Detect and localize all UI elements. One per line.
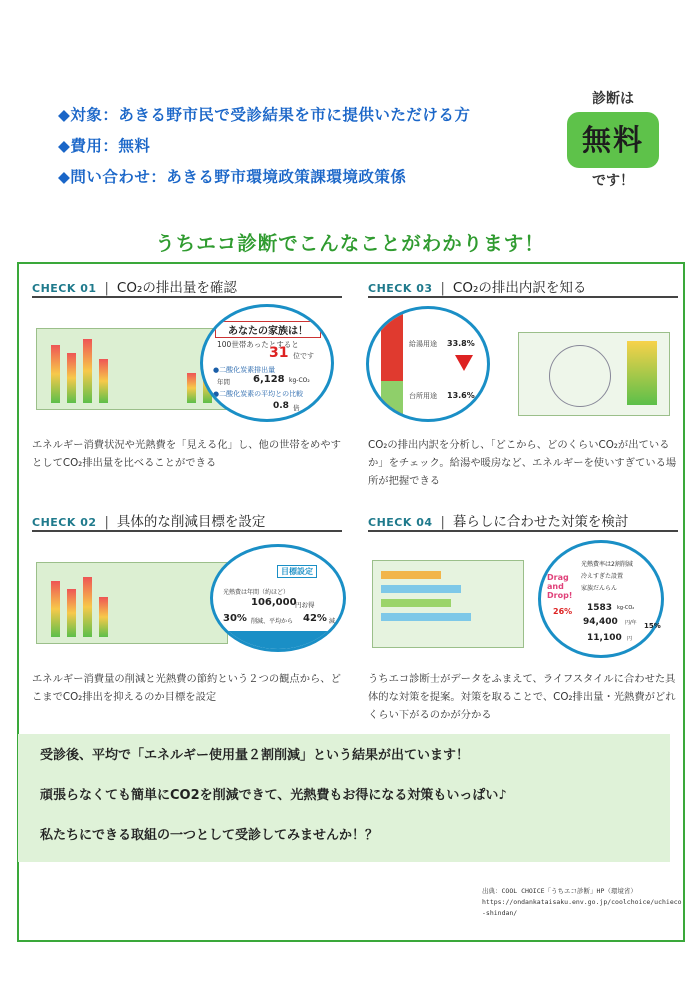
check-01-screenshot — [32, 306, 342, 416]
lens-value1-4: 26% — [553, 607, 573, 616]
lens-drag-drop-text: Drag and Drop! — [547, 573, 573, 600]
check-01 — [32, 276, 342, 472]
lens-unit3-4: 円/年 — [625, 620, 637, 626]
check-02 — [32, 510, 342, 706]
check-04-title: 暮らしに合わせた対策を検討 — [452, 514, 629, 530]
check-03-description: CO₂の排出内訳を分析し、「どこから、どのくらいCO₂が出ているか」をチェック。給湯や暖房など、エネルギーを使いすぎている場所が把握できる — [368, 439, 677, 487]
check-04 — [368, 510, 678, 724]
free-badge-bottom: です！ — [592, 173, 634, 189]
lens-sub: 100世帯あったとすると — [217, 340, 299, 349]
lens-value1: 6,128 — [253, 374, 285, 385]
lens-value1-2: 106,000 — [251, 597, 297, 608]
check-03 — [368, 276, 678, 490]
free-badge — [558, 88, 668, 190]
lens-row2: 冷えすぎた設置 — [581, 573, 624, 580]
check-03-header: CHECK 03 | CO₂の排出内訳を知る — [368, 276, 678, 298]
lens-rank: 31 — [269, 345, 289, 361]
info-cost: ◆費用：無料 — [58, 137, 151, 155]
lens-pct2: 13.6% — [447, 391, 475, 400]
screen-bars-2 — [36, 562, 228, 644]
source-url[interactable]: https://ondankataisaku.env.go.jp/coolchoice/uchieco-shindan/ — [482, 898, 682, 917]
check-01-zoom-lens — [200, 304, 334, 422]
lens-row3: 家族だんらん — [581, 585, 618, 592]
info-contact: ◆問い合わせ：あきる野市環境政策課環境政策係 — [58, 168, 407, 186]
check-03-number: CHECK 03 — [368, 282, 433, 295]
lens-unit4-4: 円 — [627, 636, 633, 642]
lens-item1-sub: 年間 — [217, 378, 230, 386]
source-credit — [482, 886, 682, 919]
check-03-screenshot — [368, 306, 678, 416]
lens-heading-2: 目標設定 — [277, 565, 317, 578]
result-line-1: 受診後、平均で「エネルギー使用量２割削減」という結果が出ています！ — [40, 748, 470, 763]
check-02-header: CHECK 02 | 具体的な削減目標を設定 — [32, 510, 342, 532]
lens-rank-unit: 位です — [293, 352, 314, 360]
lens-pct2-2: 42% — [303, 613, 327, 624]
check-04-screenshot — [368, 540, 678, 650]
result-line-3: 私たちにできる取組の一つとして受診してみませんか！？ — [40, 828, 379, 843]
lens-pct1-label: 削減、平均から — [251, 618, 294, 625]
lens-row1: 光熱費率は2割削減 — [581, 561, 633, 568]
lens-value3-4: 94,400 — [583, 617, 618, 627]
result-box — [18, 734, 670, 862]
check-02-title: 具体的な削減目標を設定 — [116, 514, 266, 530]
check-04-zoom-lens — [538, 540, 664, 658]
down-arrow-icon — [455, 355, 473, 371]
info-target: ◆対象：あきる野市民で受診結果を市に提供いただける方 — [58, 106, 471, 124]
check-02-description: エネルギー消費量の削減と光熱費の節約という２つの観点から、どこまでCO₂排出を抑えるのか目標を設定 — [32, 673, 341, 703]
info-block — [58, 100, 470, 193]
check-04-header: CHECK 04 | 暮らしに合わせた対策を検討 — [368, 510, 678, 532]
check-01-header: CHECK 01 | CO₂の排出量を確認 — [32, 276, 342, 298]
check-04-description: うちエコ診断士がデータをふまえて、ライフスタイルに合わせた具体的な対策を提案。対策を取ることで、CO₂排出量・光熱費がどれくらい下がるのかが分かる — [368, 673, 676, 721]
check-04-pct: 15% — [644, 622, 661, 630]
lens-pct1: 33.8% — [447, 339, 475, 348]
lens-value4-4: 11,100 — [587, 633, 622, 643]
check-02-number: CHECK 02 — [32, 516, 97, 529]
free-badge-top: 診断は — [592, 91, 634, 107]
screen-bars — [36, 328, 228, 410]
lens-unit1: kg-CO₂ — [289, 377, 310, 384]
lens-heading: あなたの家族は！ — [215, 321, 321, 338]
free-badge-main: 無料 — [567, 112, 659, 168]
check-02-zoom-lens — [210, 544, 346, 652]
lens-item2: ●二酸化炭素の平均との比較 — [213, 390, 304, 398]
check-01-title: CO₂の排出量を確認 — [116, 280, 237, 296]
result-line-2: 頑張らなくても簡単にCO2を削減できて、光熱費もお得になる対策もいっぱい♪ — [40, 788, 507, 803]
screen-options — [372, 560, 524, 648]
check-03-zoom-lens — [366, 306, 490, 422]
lens-pct2-label: 減 — [329, 618, 336, 625]
lens-item1: ●二酸化炭素排出量 — [213, 366, 276, 374]
lens-value2-4: 1583 — [587, 603, 613, 613]
screen-radar — [518, 332, 670, 416]
check-03-title: CO₂の排出内訳を知る — [452, 280, 587, 296]
lens-unit2: 倍 — [293, 404, 300, 412]
check-02-screenshot — [32, 540, 342, 650]
lens-unit1-2: 円お得 — [295, 601, 315, 609]
headline: うちエコ診断でこんなことがわかります！ — [155, 232, 545, 255]
lens-label2: 台所用途 — [409, 392, 437, 400]
lens-unit2-4: kg-CO₂ — [617, 605, 635, 611]
source-line-1: 出典：COOL CHOICE「うちエコ診断」HP（環境省） — [482, 887, 637, 895]
check-01-number: CHECK 01 — [32, 282, 97, 295]
lens-value2: 0.8 — [273, 401, 289, 411]
lens-line1: 光熱費は年間（約ほど） — [223, 589, 290, 596]
lens-pct1-2: 30% — [223, 613, 247, 624]
lens-label1: 給湯用途 — [409, 340, 437, 348]
check-04-number: CHECK 04 — [368, 516, 433, 529]
check-01-description: エネルギー消費状況や光熱費を「見える化」し、他の世帯をめやすとしてCO₂排出量を比べることができる — [32, 439, 341, 469]
